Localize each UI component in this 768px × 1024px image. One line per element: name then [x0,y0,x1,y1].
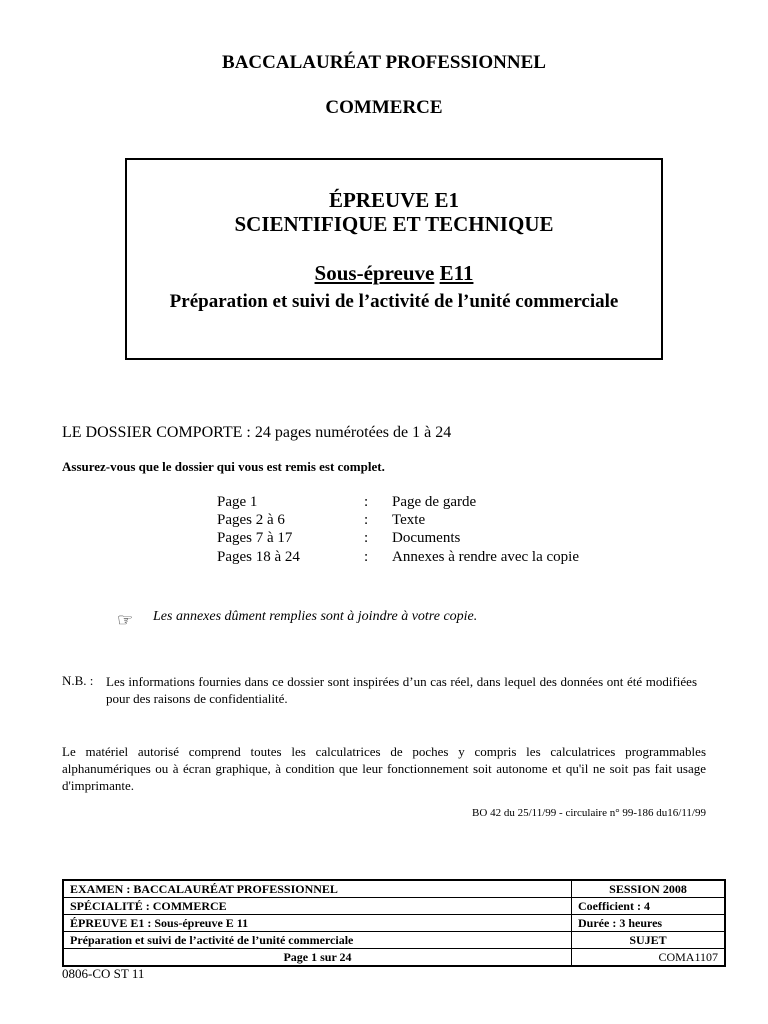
dossier-check: Assurez-vous que le dossier qui vous est remis est complet. [62,459,385,474]
epreuve-box [125,158,663,360]
pages-range: Page 1 [217,494,258,510]
specialite-cell: SPÉCIALITÉ : COMMERCE [63,898,572,915]
exam-title: BACCALAURÉAT PROFESSIONNEL [222,52,546,73]
pointing-hand-icon: ☞ [117,610,134,630]
materiel-autorise: Le matériel autorisé comprend toutes les calculatrices de poches y compris les calculatrices programmables alphanumériques ou à écran graphique, à condition que leur fonctionnement soit autonome et qu'il ne soit pas fait usage d'imprimante. [62,744,706,793]
pages-content: Documents [392,530,461,546]
table-row [63,880,725,898]
dossier-line: LE DOSSIER COMPORTE : 24 pages numérotées de 1 à 24 [62,424,452,441]
pages-separator: : [364,494,369,510]
sous-epreuve-description: Préparation et suivi de l’activité de l’unité commerciale [169,291,619,312]
type-cell: SUJET [572,932,726,949]
pages-separator: : [364,530,369,546]
table-row [63,898,725,915]
code-cell: COMA1107 [572,949,726,967]
coefficient-cell: Coefficient : 4 [572,898,726,915]
pages-content: Page de garde [392,494,477,510]
exam-footer-table [62,879,726,967]
duree-cell: Durée : 3 heures [572,915,726,932]
bo-reference: BO 42 du 25/11/99 - circulaire n° 99-186 du16/11/99 [472,807,706,819]
examen-cell: EXAMEN : BACCALAURÉAT PROFESSIONNEL [63,880,572,898]
epreuve-cell: ÉPREUVE E1 : Sous-épreuve E 11 [63,915,572,932]
annexes-note: Les annexes dûment remplies sont à joindre à votre copie. [153,609,478,624]
pages-separator: : [364,549,369,565]
exam-subtitle: COMMERCE [325,97,443,118]
nb-label: N.B. : [62,673,94,688]
reference-code: 0806-CO ST 11 [62,966,145,981]
intitule-cell: Préparation et suivi de l’activité de l’unité commerciale [63,932,572,949]
table-row [63,949,725,967]
pages-separator: : [364,512,369,528]
nb-text: Les informations fournies dans ce dossier sont inspirées d’un cas réel, dans lequel des données ont été modifiées pour des raisons de confidentialité. [106,674,697,706]
epreuve-line1: ÉPREUVE E1 [328,188,460,212]
pages-content: Annexes à rendre avec la copie [392,549,579,565]
pages-range: Pages 7 à 17 [217,530,293,546]
sous-epreuve-code: E11 [439,261,474,285]
page-number-cell: Page 1 sur 24 [63,949,572,967]
session-cell: SESSION 2008 [572,880,726,898]
epreuve-line2: SCIENTIFIQUE ET TECHNIQUE [234,212,554,236]
table-row [63,915,725,932]
pages-content: Texte [392,512,426,528]
sous-epreuve-prefix: Sous-épreuve [314,261,435,285]
table-row [63,932,725,949]
pages-range: Pages 18 à 24 [217,549,300,565]
pages-range: Pages 2 à 6 [217,512,285,528]
sous-epreuve-line [127,261,661,286]
